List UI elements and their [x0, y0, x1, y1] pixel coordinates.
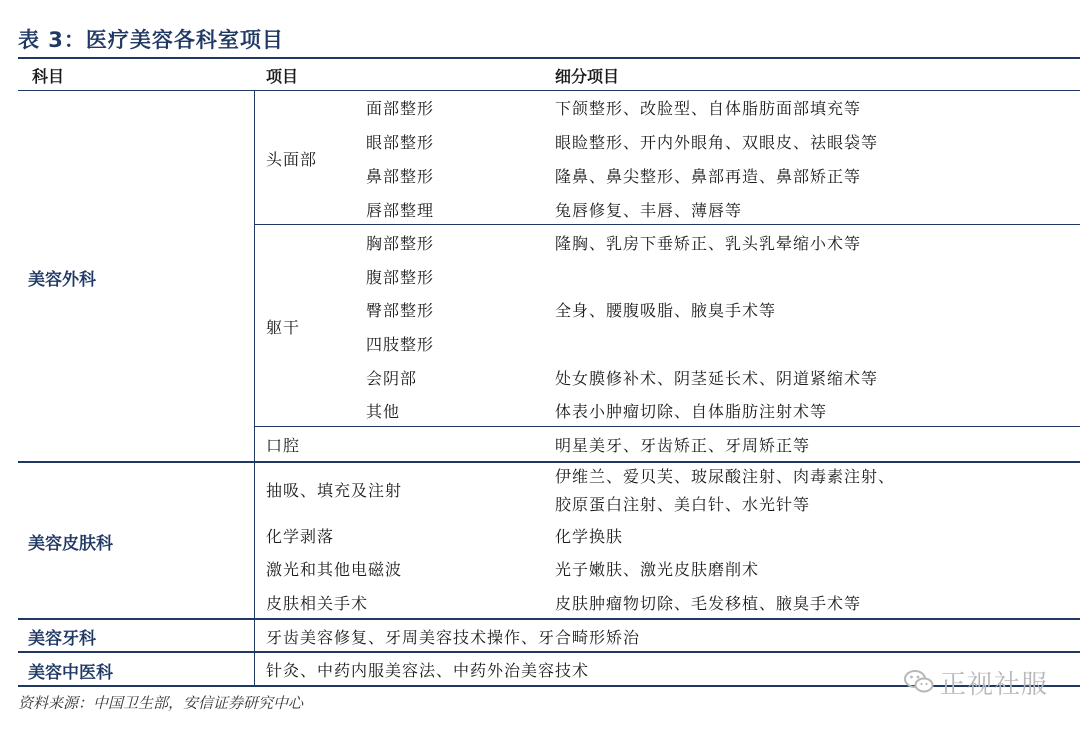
sub-item: 面部整形 [366, 99, 435, 118]
sub-item: 腹部整形 [366, 268, 435, 287]
sub-item: 四肢整形 [366, 335, 435, 354]
dental-tcm-divider [18, 651, 1080, 653]
sub-item: 臀部整形 [366, 301, 435, 320]
sub-item: 其他 [366, 402, 401, 421]
source-note: 资料来源：中国卫生部，安信证券研究中心 [18, 694, 304, 712]
sub-item: 眼部整形 [366, 133, 435, 152]
detail-item: 皮肤肿瘤物切除、毛发移植、腋臭手术等 [555, 594, 862, 613]
sub-item: 胸部整形 [366, 234, 435, 253]
watermark-text: 正视社服 [939, 670, 1048, 700]
surgery-trunk-oral-divider [255, 426, 1080, 427]
derm-item: 皮肤相关手术 [266, 594, 369, 613]
detail-item: 隆鼻、鼻尖整形、鼻部再造、鼻部矫正等 [555, 167, 862, 186]
header-detail: 细分项目 [555, 67, 620, 86]
group-oral: 口腔 [266, 436, 301, 455]
dept-cosmetic-dentistry: 美容牙科 [28, 629, 96, 649]
derm-dental-divider [18, 618, 1080, 620]
surgery-head-trunk-divider [255, 224, 1080, 225]
header-dept: 科目 [32, 67, 65, 86]
detail-item: 处女膜修补术、阴茎延长术、阴道紧缩术等 [555, 369, 879, 388]
detail-item: 胶原蛋白注射、美白针、水光针等 [555, 495, 811, 514]
sub-item: 鼻部整形 [366, 167, 435, 186]
derm-item: 激光和其他电磁波 [266, 560, 403, 579]
detail-item: 光子嫩肤、激光皮肤磨削术 [555, 560, 760, 579]
detail-item: 隆胸、乳房下垂矫正、乳头乳晕缩小术等 [555, 234, 862, 253]
detail-item: 兔唇修复、丰唇、薄唇等 [555, 201, 743, 220]
dept-cosmetic-surgery: 美容外科 [28, 270, 96, 290]
detail-item: 明星美牙、牙齿矫正、牙周矫正等 [555, 436, 811, 455]
table-title: 表 3：医疗美容各科室项目 [18, 28, 284, 52]
detail-item: 全身、腰腹吸脂、腋臭手术等 [555, 301, 777, 320]
tcm-items: 针灸、中药内服美容法、中药外治美容技术 [266, 661, 590, 680]
surgery-derm-divider [18, 461, 1080, 463]
wechat-icon [904, 669, 934, 702]
column-divider [254, 91, 255, 685]
detail-item: 下颌整形、改脸型、自体脂肪面部填充等 [555, 99, 862, 118]
dept-cosmetic-dermatology: 美容皮肤科 [28, 534, 113, 554]
watermark [904, 664, 1048, 702]
detail-item: 体表小肿瘤切除、自体脂肪注射术等 [555, 402, 828, 421]
group-head-face: 头面部 [266, 150, 318, 169]
derm-item: 抽吸、填充及注射 [266, 481, 403, 500]
detail-item: 伊维兰、爱贝芙、玻尿酸注射、肉毒素注射、 [555, 467, 896, 486]
dental-items: 牙齿美容修复、牙周美容技术操作、牙合畸形矫治 [266, 628, 641, 647]
top-rule [18, 57, 1080, 59]
detail-item: 眼睑整形、开内外眼角、双眼皮、祛眼袋等 [555, 133, 879, 152]
dept-cosmetic-tcm: 美容中医科 [28, 663, 113, 683]
derm-item: 化学剥落 [266, 527, 335, 546]
detail-item: 化学换肤 [555, 527, 624, 546]
sub-item: 唇部整理 [366, 201, 435, 220]
group-trunk: 躯干 [266, 318, 301, 337]
header-item: 项目 [266, 67, 299, 86]
sub-item: 会阴部 [366, 369, 418, 388]
header-rule [18, 90, 1080, 91]
